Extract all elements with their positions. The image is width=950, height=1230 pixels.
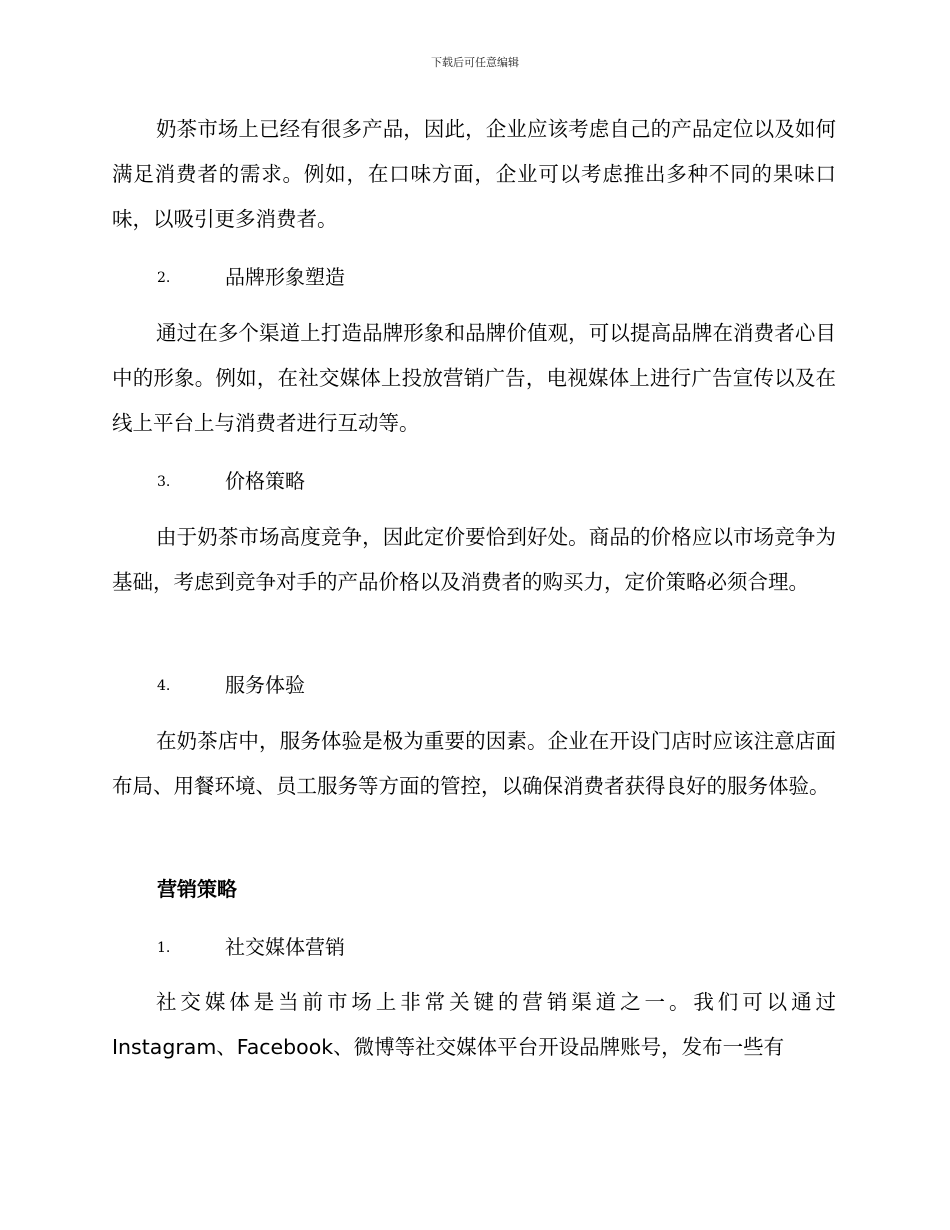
- list-item-number: 2.: [157, 270, 171, 286]
- paragraph-service: 在奶茶店中，服务体验是极为重要的因素。企业在开设门店时应该注意店面布局、用餐环境、员工服务等方面的管控，以确保消费者获得良好的服务体验。: [112, 729, 836, 798]
- list-item-number: 3.: [157, 474, 171, 490]
- list-item-label: 社交媒体营销: [225, 935, 345, 959]
- list-item-label: 价格策略: [225, 469, 305, 493]
- list-item-number: 1.: [157, 940, 171, 956]
- list-item-number: 4.: [157, 678, 171, 694]
- paragraph-product-positioning: 奶茶市场上已经有很多产品，因此，企业应该考虑自己的产品定位以及如何满足消费者的需求。例如，在口味方面，企业可以考虑推出多种不同的果味口味，以吸引更多消费者。: [112, 117, 836, 231]
- page-header: 下载后可任意编辑: [431, 56, 519, 69]
- list-item-label: 服务体验: [225, 673, 305, 697]
- section-heading-marketing: 营销策略: [157, 877, 237, 901]
- paragraph-social-media: 社交媒体是当前市场上非常关键的营销渠道之一。我们可以通过Instagram、Facebook、微博等社交媒体平台开设品牌账号，发布一些有: [112, 990, 836, 1059]
- paragraph-brand-image: 通过在多个渠道上打造品牌形象和品牌价值观，可以提高品牌在消费者心目中的形象。例如，在社交媒体上投放营销广告，电视媒体上进行广告宣传以及在线上平台上与消费者进行互动等。: [112, 321, 836, 435]
- list-item-label: 品牌形象塑造: [225, 265, 345, 289]
- paragraph-pricing: 由于奶茶市场高度竞争，因此定价要恰到好处。商品的价格应以市场竞争为基础，考虑到竞争对手的产品价格以及消费者的购买力，定价策略必须合理。: [112, 525, 836, 594]
